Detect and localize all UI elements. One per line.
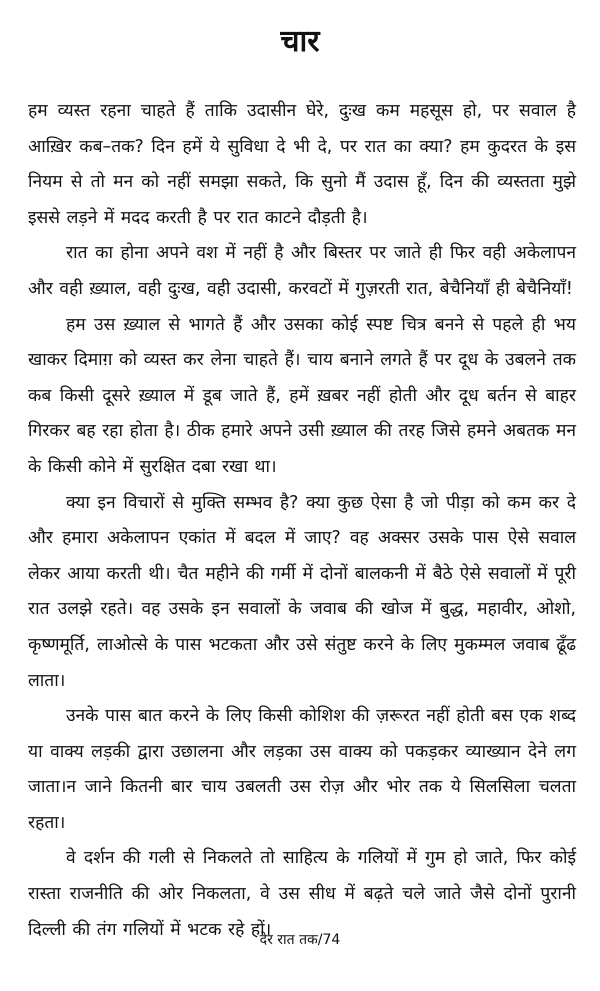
paragraph-1: हम व्यस्त रहना चाहते हैं ताकि उदासीन घेरे, दुःख कम महसूस हो, पर सवाल है आख़िर कब–तक? दिन हमें ये सुविधा दे भी दे, पर रात का क्या? हम कुदरत के इस नियम से तो मन को नहीं समझा सकते, कि सुनो मैं उदास हूँ, दिन की व्यस्तता मुझे इससे लड़ने में मदद करती है पर रात काटने दौड़ती है। xyxy=(28,101,576,228)
paragraph-2: रात का होना अपने वश में नहीं है और बिस्तर पर जाते ही फिर वही अकेलापन और वही ख़्याल, वही दुःख, वही उदासी, करवटों में गुज़रती रात, बेचैनियाँ ही बेचैनियाँ! xyxy=(28,243,576,299)
paragraph-5: उनके पास बात करने के लिए किसी कोशिश की ज़रूरत नहीं होती बस एक शब्द या वाक्य लड़की द्वारा उछालना और लड़का उस वाक्य को पकड़कर व्याख्यान देने लग जाता।न जाने कितनी बार चाय उबलती उस रोज़ और भोर तक ये सिलसिला चलता रहता। xyxy=(28,706,576,833)
page-footer: देर रात तक/74 xyxy=(259,932,341,948)
chapter-title: चार xyxy=(280,24,320,59)
paragraph-3: हम उस ख़्याल से भागते हैं और उसका कोई स्पष्ट चित्र बनने से पहले ही भय खाकर दिमाग़ को व्यस्त कर लेना चाहते हैं। चाय बनाने लगते हैं पर दूध के उबलने तक कब किसी दूसरे ख़्याल में डूब जाते हैं, हमें ख़बर नहीं होती और दूध बर्तन से बाहर गिरकर बह रहा होता है। ठीक हमारे अपने उसी ख़्याल की तरह जिसे हमने अबतक मन के किसी कोने में सुरक्षित दबा रखा था। xyxy=(28,314,576,477)
paragraph-4: क्या इन विचारों से मुक्ति सम्भव है? क्या कुछ ऐसा है जो पीड़ा को कम कर दे और हमारा अकेलापन एकांत में बदल में जाए? वह अक्सर उसके पास ऐसे सवाल लेकर आया करती थी। चैत महीने की गर्मी में दोनों बालकनी में बैठे ऐसे सवालों में पूरी रात उलझे रहते। वह उसके इन सवालों के जवाब की खोज में बुद्ध, महावीर, ओशो, कृष्णमूर्ति, लाओत्से के पास भटकता और उसे संतुष्ट करने के लिए मुकम्मल जवाब ढूँढ लाता। xyxy=(28,492,576,691)
paragraph-6: वे दर्शन की गली से निकलते तो साहित्य के गलियों में गुम हो जाते, फिर कोई रास्ता राजनीति की ओर निकलता, वे उस सीध में बढ़ते चले जाते जैसे दोनों पुरानी दिल्ली की तंग गलियों में भटक रहे हों। xyxy=(28,848,576,940)
body-text xyxy=(28,94,576,948)
